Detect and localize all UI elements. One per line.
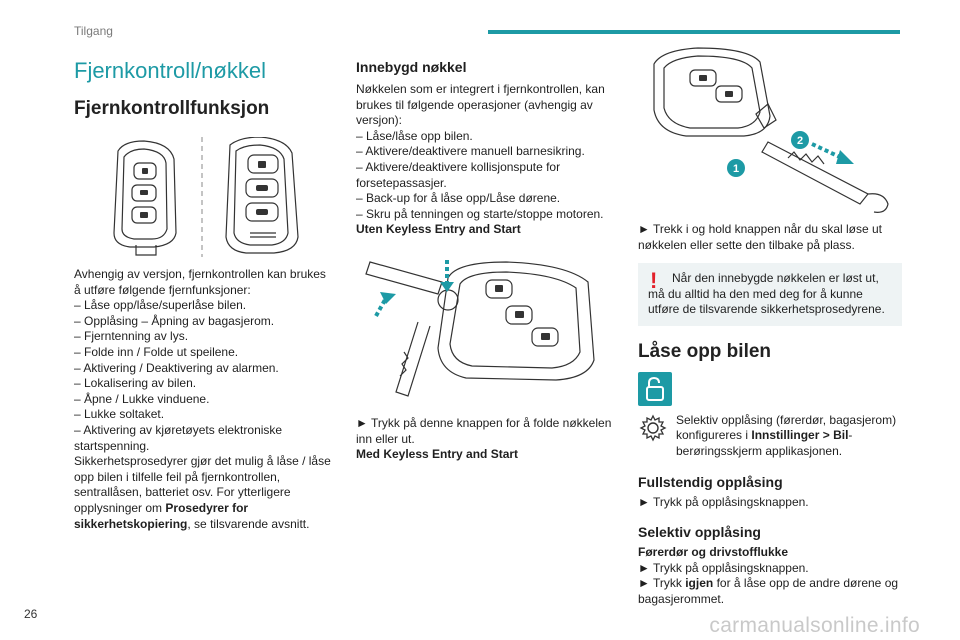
function-item: – Fjerntenning av lys. [74, 329, 189, 344]
remote-key-illustration [74, 137, 334, 257]
operation-item: – Back-up for å låse opp/Låse dørene. [356, 191, 561, 206]
function-item: – Folde inn / Folde ut speilene. [74, 344, 239, 359]
function-item: – Lokalisering av bilen. [74, 376, 197, 391]
column-integrated-key [356, 52, 624, 463]
function-item: – Aktivering / Deaktivering av alarmen. [74, 360, 279, 375]
pull-instruction: ► Trekk i og hold knappen når du skal løse ut nøkkelen eller sette den tilbake på plass. [638, 222, 883, 252]
callout-1: 1 [732, 163, 740, 175]
subheading-without-keyless: Uten Keyless Entry and Start [356, 222, 521, 237]
key-release-illustration [638, 44, 902, 214]
settings-path: Innstillinger > Bil [751, 428, 849, 443]
function-item: – Låse opp/låse/superlåse bilen. [74, 298, 247, 313]
operation-item: – Skru på tenningen og starte/stoppe motoren. [356, 206, 604, 221]
operation-item: – Låse/låse opp bilen. [356, 128, 473, 143]
selective-note-text [676, 413, 902, 460]
function-item: – Opplåsing – Åpning av bagasjerom. [74, 313, 275, 328]
full-unlock-step: ► Trykk på opplåsingsknappen. [638, 495, 809, 510]
unlock-padlock-icon [638, 372, 672, 406]
function-item: – Lukke soltaket. [74, 407, 165, 422]
warning-icon: ! [650, 268, 658, 294]
callout-2: 2 [796, 135, 804, 147]
operation-item: – Aktivere/deaktivere kollisjonspute for forsetepassasjer. [356, 159, 561, 190]
folding-key-illustration [356, 252, 624, 402]
safety-tail: , se tilsvarende avsnitt. [187, 516, 310, 531]
heading-selective-unlock: Selektiv opplåsing [638, 523, 761, 540]
selective-note-tail: -berøringsskjerm applikasjonen. [676, 428, 853, 458]
driver-step-2-post: for å låse opp de andre dørene og bagasjerommet. [638, 576, 899, 606]
heading-remote-functions: Fjernkontrollfunksjon [74, 98, 270, 119]
driver-step-1: ► Trykk på opplåsingsknappen. [638, 560, 809, 575]
section-label: Tilgang [74, 24, 113, 38]
chapter-title: Fjernkontroll/nøkkel [74, 58, 266, 83]
column-unlocking [638, 52, 902, 607]
column-remote-functions [74, 52, 334, 532]
function-item: – Åpne / Lukke vinduene. [74, 391, 210, 406]
operation-item: – Aktivere/deaktivere manuell barnesikring. [356, 144, 585, 159]
fold-instruction: ► Trykk på denne knappen for å folde nøkkelen inn eller ut. [356, 415, 612, 446]
heading-integrated-key: Innebygd nøkkel [356, 59, 467, 75]
warning-text: Når den innebygde nøkkelen er løst ut, må du alltid ha den med deg for å kunne utføre de tilsvarende sikkerhetsprosedyrene. [648, 271, 885, 317]
safety-text: Sikkerhetsprosedyrer gjør det mulig å låse / låse opp bilen i tilfelle feil på fjernkontrollen, sentrallåsen, batteriet osv. For ytterligere opplysninger om [74, 454, 331, 515]
safety-procedures-link[interactable]: Prosedyrer for sikkerhetskopiering [74, 500, 249, 531]
driver-step-2-pre: ► Trykk [638, 576, 682, 591]
warning-box [638, 263, 902, 326]
subheading-driver-door: Førerdør og drivstofflukke [638, 544, 789, 559]
driver-step-2 [638, 576, 902, 607]
watermark: carmanualsonline.info [709, 614, 920, 637]
page-number: 26 [24, 607, 38, 621]
selective-unlock-note [638, 413, 902, 460]
function-item: – Aktivering av kjøretøyets elektroniske startspenning. [74, 422, 283, 453]
subheading-with-keyless: Med Keyless Entry and Start [356, 447, 519, 462]
selective-note-main: Selektiv opplåsing (førerdør, bagasjerom) konfigureres i [676, 412, 897, 443]
remote-intro: Avhengig av versjon, fjernkontrollen kan brukes å utføre følgende fjernfunksjoner: [74, 267, 326, 297]
driver-step-2-bold: igjen [685, 576, 714, 591]
header-accent-bar [488, 30, 900, 34]
gear-icon [638, 413, 668, 443]
heading-full-unlock: Fullstendig opplåsing [638, 474, 783, 491]
integrated-key-intro: Nøkkelen som er integrert i fjernkontrollen, kan brukes til følgende operasjoner (avhengig av versjon): [356, 82, 605, 128]
safety-paragraph [74, 454, 334, 532]
heading-unlock-car: Låse opp bilen [638, 340, 772, 362]
